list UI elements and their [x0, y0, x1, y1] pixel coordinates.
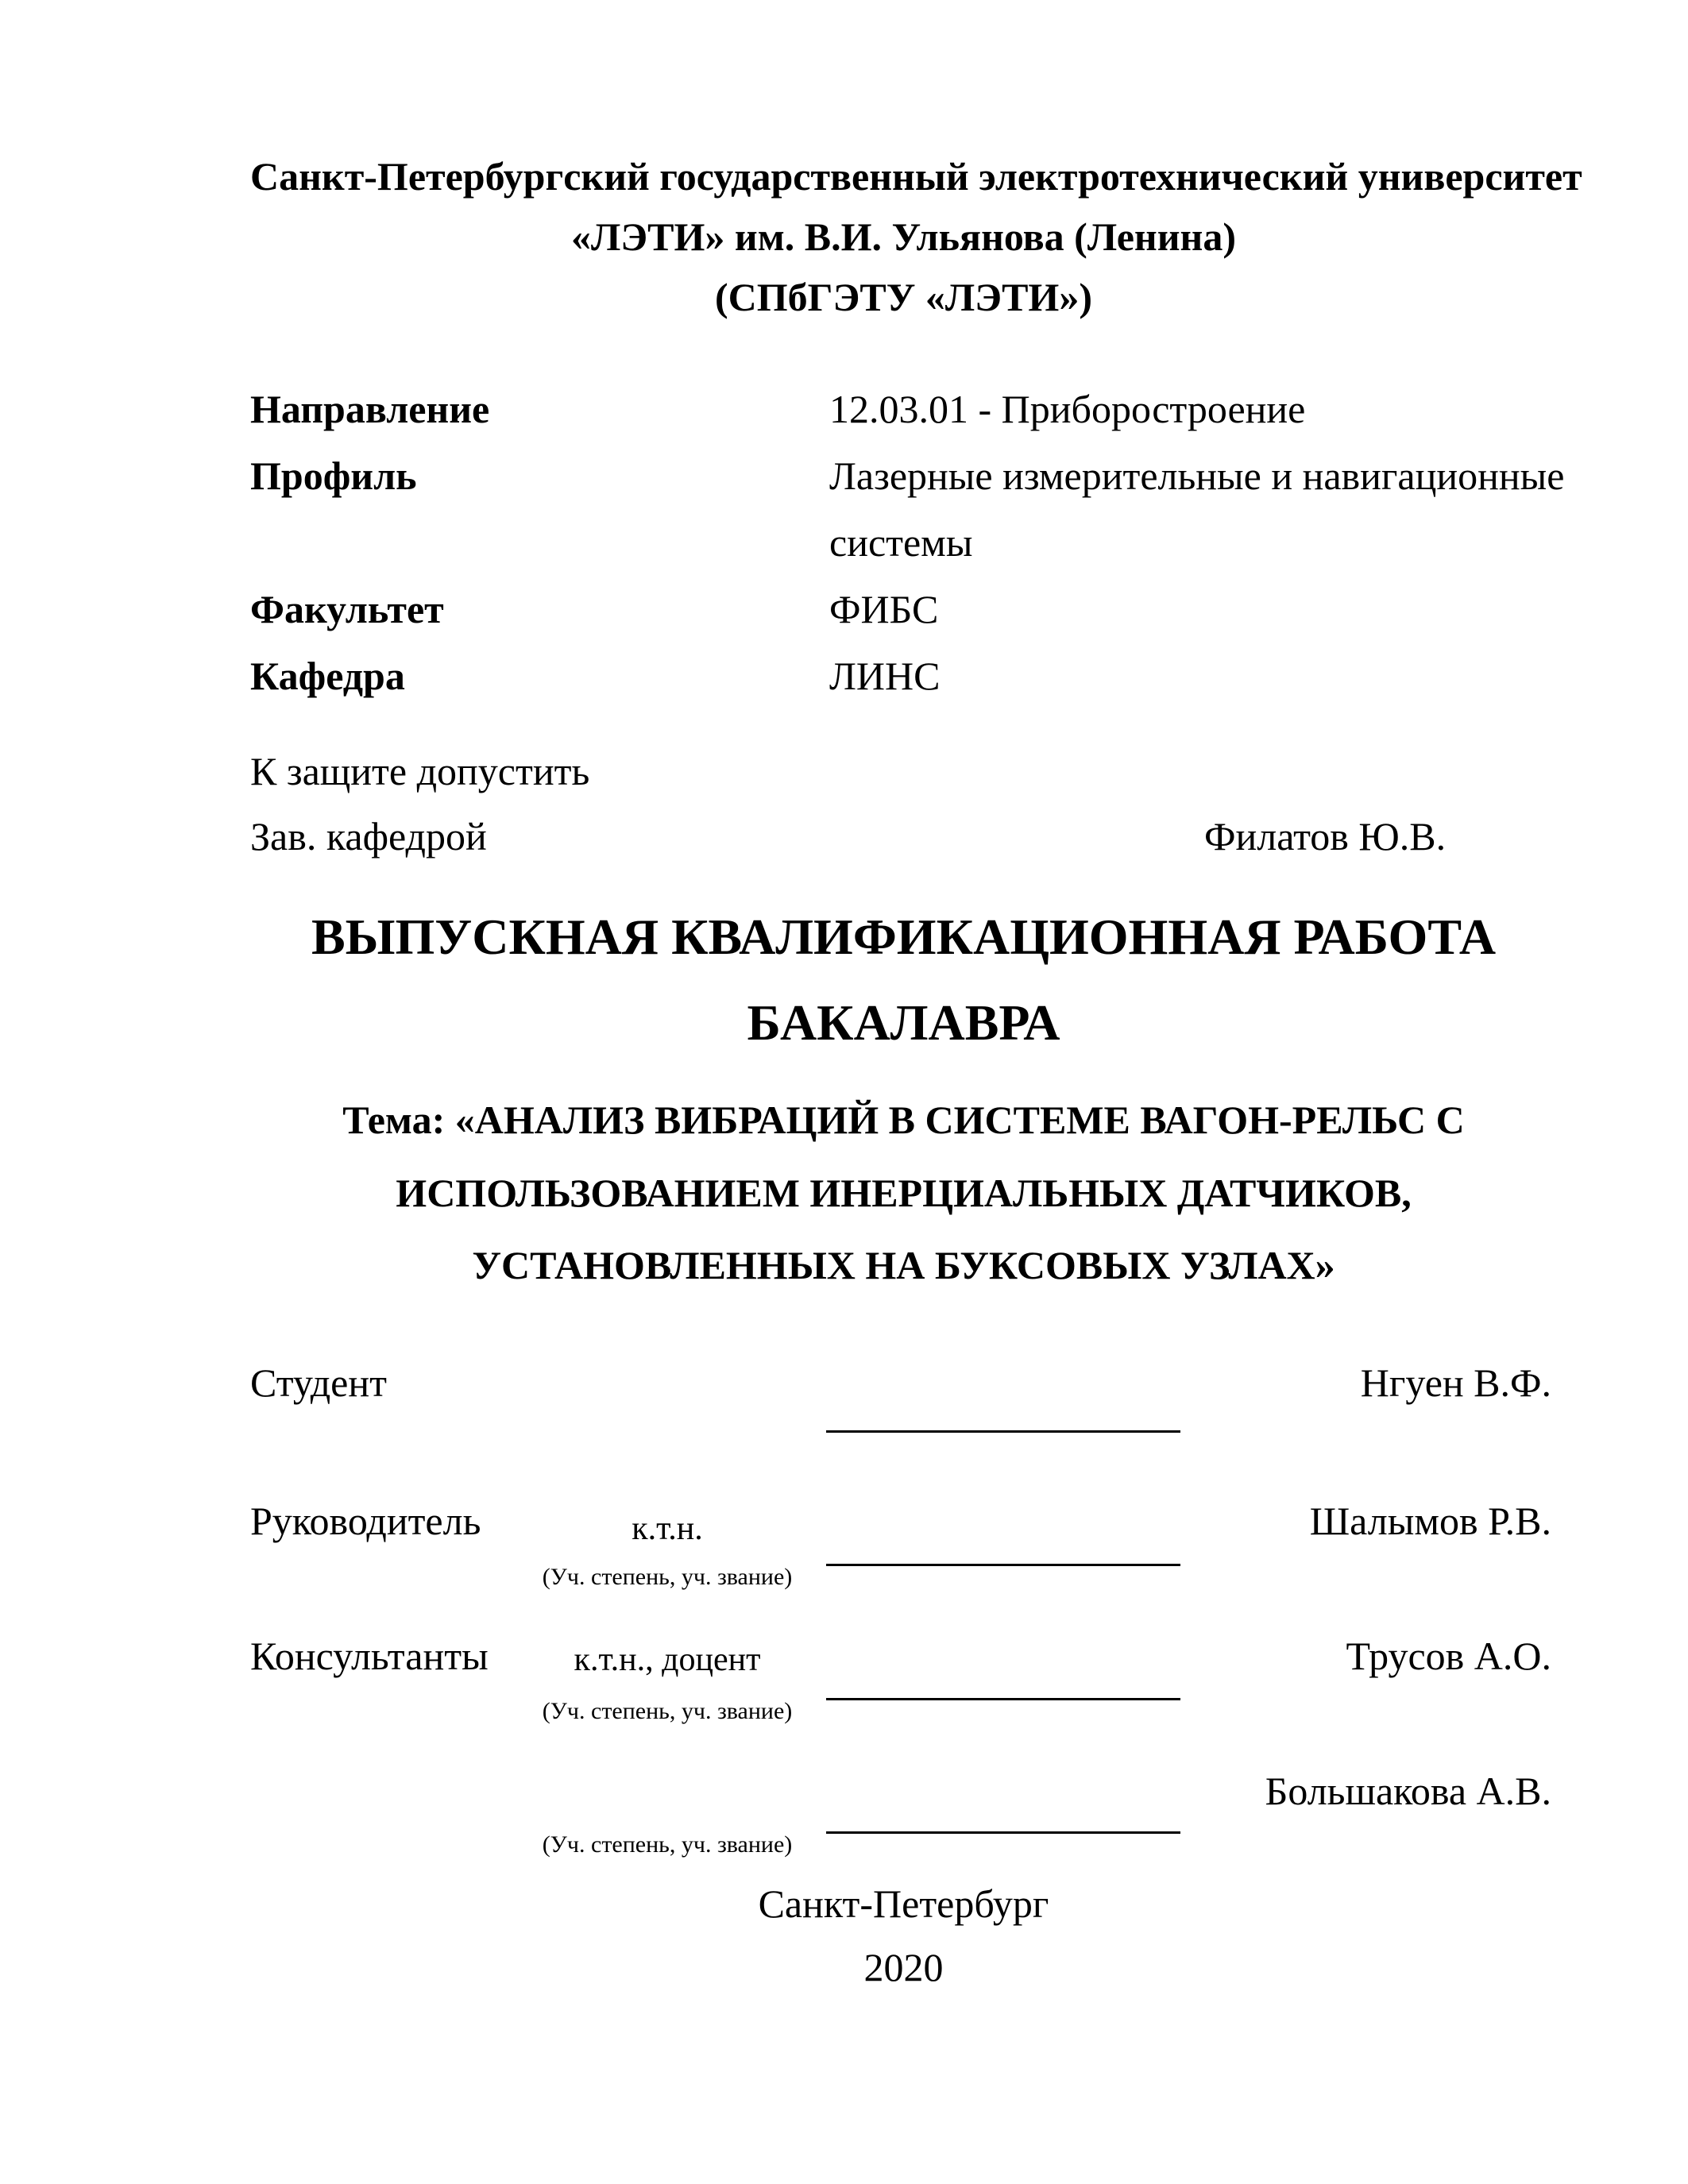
supervisor-role-label: Руководитель: [250, 1499, 481, 1543]
university-name-line3: (СПбГЭТУ «ЛЭТИ»): [715, 275, 1092, 319]
head-of-department-name: Филатов Ю.В.: [1204, 814, 1447, 859]
direction-value: 12.03.01 - Приборостроение: [829, 387, 1306, 431]
student-signature-line: [826, 1430, 1180, 1433]
profile-label: Профиль: [250, 453, 417, 498]
thesis-theme-line1: Тема: «АНАЛИЗ ВИБРАЦИЙ В СИСТЕМЕ ВАГОН-РЕЛЬС С: [342, 1098, 1465, 1142]
profile-value-line2: системы: [829, 520, 973, 565]
head-of-department-label: Зав. кафедрой: [250, 814, 487, 859]
direction-label: Направление: [250, 387, 490, 431]
consultant2-signature-line: [826, 1831, 1180, 1834]
year-label: 2020: [863, 1945, 944, 1989]
supervisor-signature-line: [826, 1564, 1180, 1566]
department-value: ЛИНС: [829, 654, 941, 698]
department-label: Кафедра: [250, 654, 405, 698]
consultant1-degree: к.т.н., доцент: [574, 1642, 761, 1678]
consultant2-degree-caption: (Уч. степень, уч. звание): [542, 1831, 793, 1858]
supervisor-degree-caption: (Уч. степень, уч. звание): [542, 1564, 793, 1590]
faculty-label: Факультет: [250, 587, 444, 631]
student-role-label: Студент: [250, 1360, 387, 1405]
consultants-role-label: Консультанты: [250, 1634, 489, 1678]
faculty-value: ФИБС: [829, 587, 939, 631]
supervisor-name: Шалымов Р.В.: [1309, 1499, 1551, 1543]
consultant1-degree-caption: (Уч. степень, уч. звание): [542, 1698, 793, 1724]
consultant1-signature-line: [826, 1698, 1180, 1700]
consultant1-name: Трусов А.О.: [1346, 1634, 1551, 1678]
work-type-title-line1: ВЫПУСКНАЯ КВАЛИФИКАЦИОННАЯ РАБОТА: [311, 909, 1497, 965]
work-type-title-line2: БАКАЛАВРА: [747, 994, 1060, 1051]
university-name-line2: «ЛЭТИ» им. В.И. Ульянова (Ленина): [570, 214, 1236, 259]
university-name-line1: Санкт-Петербургский государственный электротехнический университет: [250, 154, 1582, 199]
city-label: Санкт-Петербург: [758, 1881, 1049, 1926]
consultant2-name: Большакова А.В.: [1265, 1769, 1551, 1813]
supervisor-degree: к.т.н.: [632, 1511, 703, 1547]
student-name: Нгуен В.Ф.: [1360, 1360, 1551, 1405]
profile-value-line1: Лазерные измерительные и навигационные: [829, 453, 1565, 498]
admission-note: К защите допустить: [250, 749, 590, 793]
thesis-theme-line3: УСТАНОВЛЕННЫХ НА БУКСОВЫХ УЗЛАХ»: [472, 1243, 1335, 1287]
thesis-theme-line2: ИСПОЛЬЗОВАНИЕМ ИНЕРЦИАЛЬНЫХ ДАТЧИКОВ,: [396, 1171, 1412, 1215]
